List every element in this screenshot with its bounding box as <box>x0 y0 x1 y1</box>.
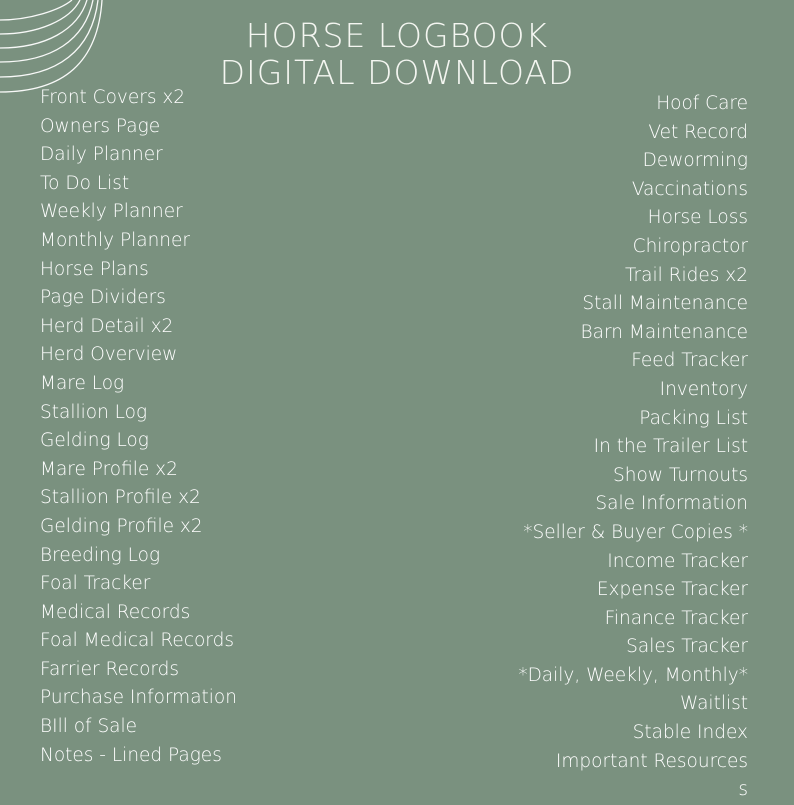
list-item: Gelding Log <box>40 430 149 452</box>
list-item: Front Covers x2 <box>40 87 186 108</box>
list-item: Horse Loss <box>647 207 748 229</box>
list-item: Owners Page <box>40 115 161 137</box>
list-item: BIll of Sale <box>40 716 138 738</box>
list-item: Page Dividers <box>40 287 166 309</box>
list-item: Packing List <box>639 407 748 429</box>
list-item: Stallion Profile x2 <box>40 487 201 509</box>
list-item: Breeding Log <box>40 544 161 566</box>
list-item: Waitlist <box>679 693 748 715</box>
list-item: Stall Maintenance <box>582 293 748 315</box>
list-item: Barn Maintenance <box>580 321 748 343</box>
list-item: Notes - Lined Pages <box>40 744 222 766</box>
list-item: *Seller & Buyer Copies * <box>523 521 748 543</box>
list-item: Show Turnouts <box>613 464 748 486</box>
list-item: Gelding Profile x2 <box>40 515 203 537</box>
list-item: Farrier Records <box>40 658 180 680</box>
list-item: Hoof Care <box>656 93 748 114</box>
list-item: Important Resources <box>555 750 748 772</box>
list-item: To Do List <box>40 172 130 194</box>
left-contents-list <box>40 84 237 770</box>
list-item: Medical Records <box>40 601 191 623</box>
list-item: Mare Log <box>40 372 125 394</box>
list-item: Sales Tracker <box>626 636 748 658</box>
list-item: In the Trailer List <box>593 436 748 458</box>
list-item: Mare Profile x2 <box>40 458 178 480</box>
page-title-line-2: DIGITAL DOWNLOAD <box>219 53 575 92</box>
list-item: Inventory <box>659 378 748 400</box>
list-item: *Daily, Weekly, Monthly* <box>518 664 748 686</box>
list-item: Vet Record <box>648 121 748 143</box>
list-item: Herd Overview <box>40 344 178 366</box>
list-item: Daily Planner <box>40 144 163 166</box>
list-item: Chiropractor <box>632 235 748 257</box>
list-item: Income Tracker <box>607 550 748 572</box>
list-item: Stallion Log <box>40 401 148 423</box>
list-item: Sale Information <box>595 493 748 515</box>
list-item: Horse Plans <box>40 258 149 280</box>
page-title-line-1: HORSE LOGBOOK <box>245 16 549 55</box>
list-item: Monthly Planner <box>40 229 191 251</box>
list-item: Vaccinations <box>631 178 748 200</box>
list-item: Feed Tracker <box>631 350 748 372</box>
right-contents-list <box>518 90 748 805</box>
list-item: Trail Rides x2 <box>624 264 748 286</box>
list-item: Expense Tracker <box>596 579 748 601</box>
list-item: Foal Medical Records <box>40 630 234 652</box>
list-item: Finance Tracker <box>604 607 748 629</box>
list-item: Weekly Planner <box>40 201 183 223</box>
list-item: s <box>738 779 748 801</box>
list-item: Herd Detail x2 <box>40 315 174 337</box>
list-item: Stable Index <box>632 722 748 744</box>
list-item: Deworming <box>642 150 748 172</box>
list-item: Foal Tracker <box>40 573 151 595</box>
list-item: Purchase Information <box>40 687 237 709</box>
